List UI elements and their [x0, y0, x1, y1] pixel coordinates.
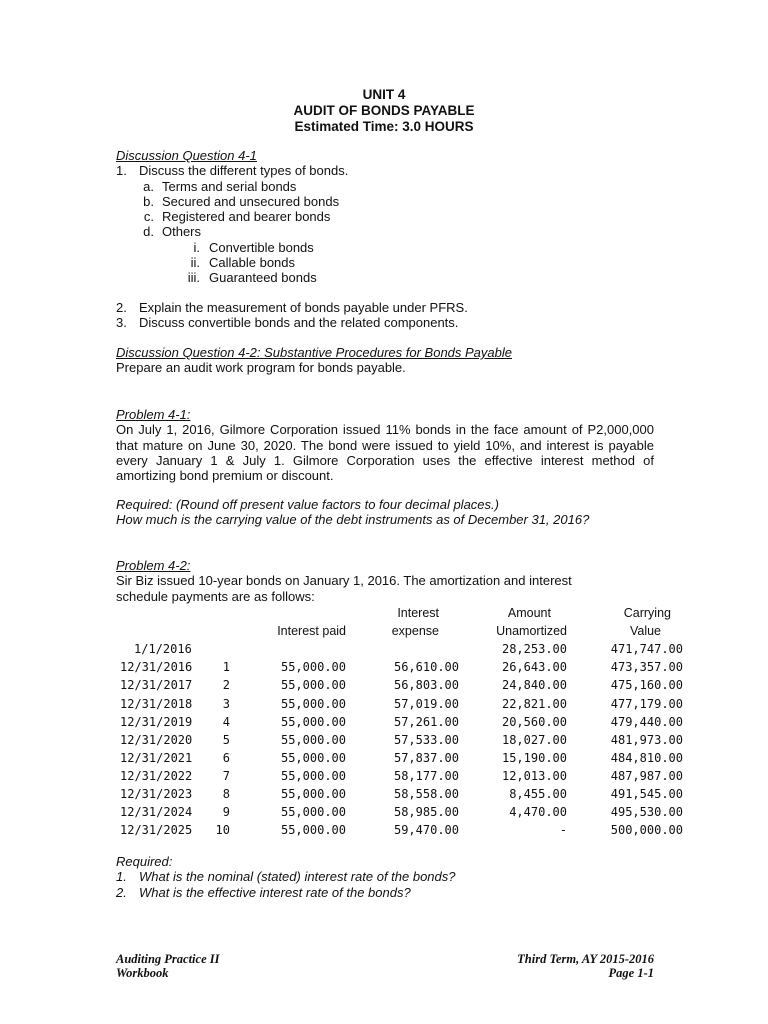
table-cell-expense: 58,558.00 [393, 786, 459, 801]
table-cell-value: 491,545.00 [610, 786, 683, 801]
table-cell-expense: 57,533.00 [393, 732, 459, 747]
table-cell-n: 9 [222, 805, 230, 820]
col-header-expense: expense [391, 624, 439, 639]
table-cell-expense: 58,985.00 [393, 805, 459, 820]
p2-body: Sir Biz issued 10-year bonds on January 1, 2016. The amortization and interest schedule payments are as follows: [116, 573, 572, 604]
sub-list-item: iii. Guaranteed bonds [187, 270, 317, 286]
sub-list-item: i. Convertible bonds [193, 239, 314, 255]
table-cell-unamort: 24,840.00 [501, 678, 567, 693]
table-cell-unamort: - [559, 823, 567, 838]
table-header-row [116, 604, 689, 622]
p1-required [116, 497, 654, 528]
table-cell-n: 4 [222, 714, 230, 729]
footer-workbook: Workbook [116, 966, 169, 980]
table-cell-paid: 55,000.00 [280, 678, 346, 693]
col-header-carrying: Carrying [623, 606, 671, 621]
table-cell-paid: 55,000.00 [280, 732, 346, 747]
footer-page-number: Page 1-1 [608, 966, 654, 980]
sub-list-item: ii. Callable bonds [190, 255, 296, 271]
col-header-paid: Interest paid [277, 624, 346, 639]
table-cell-n: 8 [222, 786, 230, 801]
footer-course: Auditing Practice II [116, 952, 220, 966]
list-item: d. Others [143, 224, 202, 240]
table-cell-unamort: 8,455.00 [509, 786, 567, 801]
dq1-questions-2-3 [116, 300, 654, 331]
dq1-question-1: 1. Discuss the different types of bonds. [116, 163, 349, 179]
table-cell-expense: 56,803.00 [393, 678, 459, 693]
table-cell-paid: 55,000.00 [280, 768, 346, 783]
table-cell-expense [356, 640, 459, 658]
table-row [116, 731, 689, 749]
table-cell-paid: 55,000.00 [280, 805, 346, 820]
table-row [116, 694, 689, 712]
table-cell-date: 12/31/2023 [120, 786, 193, 801]
p1-question: How much is the carrying value of the debt instruments as of December 31, 2016? [116, 512, 590, 528]
dq2-heading: Discussion Question 4-2: Substantive Procedures for Bonds Payable [116, 345, 512, 360]
table-cell-n: 6 [222, 750, 230, 765]
dq1-heading: Discussion Question 4-1 [116, 148, 257, 163]
col-header-amount: Amount [507, 606, 551, 621]
problem-4-2 [116, 558, 654, 604]
table-cell-value: 475,160.00 [610, 678, 683, 693]
table-row [116, 821, 689, 839]
table-cell-paid [244, 640, 356, 658]
table-cell-n: 3 [222, 696, 230, 711]
page-footer [116, 952, 654, 980]
table-row [116, 749, 689, 767]
table-cell-n: 2 [222, 678, 230, 693]
table-cell-value: 477,179.00 [610, 696, 683, 711]
p2-question-1: 1. What is the nominal (stated) interest rate of the bonds? [116, 869, 456, 885]
table-cell-date: 1/1/2016 [134, 642, 192, 657]
amortization-schedule [116, 604, 689, 839]
dq1-question-2: 2. Explain the measurement of bonds payable under PFRS. [116, 300, 468, 315]
table-cell-unamort: 20,560.00 [501, 714, 567, 729]
unit-title: UNIT 4 [362, 87, 406, 102]
table-cell-value: 473,357.00 [610, 660, 683, 675]
table-cell-paid: 55,000.00 [280, 750, 346, 765]
table-cell-date: 12/31/2024 [120, 805, 193, 820]
table-cell-paid: 55,000.00 [280, 660, 346, 675]
table-header-row [116, 622, 689, 640]
document-title: AUDIT OF BONDS PAYABLE [293, 103, 475, 118]
table-cell-n: 1 [222, 660, 230, 675]
table-cell-paid: 55,000.00 [280, 823, 346, 838]
table-cell-date: 12/31/2016 [120, 660, 193, 675]
table-cell-date: 12/31/2019 [120, 714, 193, 729]
discussion-question-2 [116, 345, 654, 376]
table-cell-expense: 59,470.00 [393, 823, 459, 838]
p2-heading: Problem 4-2: [116, 558, 191, 573]
list-item: c. Registered and bearer bonds [143, 209, 331, 225]
table-cell-date: 12/31/2022 [120, 768, 193, 783]
table-cell-value: 484,810.00 [610, 750, 683, 765]
p1-heading: Problem 4-1: [116, 407, 191, 422]
col-header-interest: Interest [397, 606, 439, 621]
table-row [116, 713, 689, 731]
table-row [116, 640, 689, 658]
table-cell-paid: 55,000.00 [280, 786, 346, 801]
table-row [116, 676, 689, 694]
table-cell-paid: 55,000.00 [280, 714, 346, 729]
p1-required-line: Required: (Round off present value factors to four decimal places.) [116, 497, 499, 512]
table-cell-date: 12/31/2017 [120, 678, 193, 693]
table-cell-expense: 57,837.00 [393, 750, 459, 765]
table-row [116, 658, 689, 676]
table-cell-value: 487,987.00 [610, 768, 683, 783]
table-cell-date: 12/31/2021 [120, 750, 193, 765]
table-cell-date: 12/31/2020 [120, 732, 193, 747]
footer-term: Third Term, AY 2015-2016 [517, 952, 654, 966]
dq1-question-3: 3. Discuss convertible bonds and the related components. [116, 315, 459, 331]
col-header-unamortized: Unamortized [496, 624, 567, 639]
problem-4-1 [116, 407, 654, 483]
table-cell-unamort: 28,253.00 [501, 642, 567, 657]
table-cell-unamort: 18,027.00 [501, 732, 567, 747]
table-row [116, 785, 689, 803]
table-cell-expense: 56,610.00 [393, 660, 459, 675]
list-item: b. Secured and unsecured bonds [143, 193, 340, 209]
table-row [116, 803, 689, 821]
p2-required-heading: Required: [116, 854, 173, 869]
table-row [116, 767, 689, 785]
dq2-text: Prepare an audit work program for bonds payable. [116, 360, 406, 376]
table-cell-date: 12/31/2025 [120, 823, 193, 838]
table-cell-date: 12/31/2018 [120, 696, 193, 711]
table-cell-unamort: 15,190.00 [501, 750, 567, 765]
col-header-value: Value [629, 624, 661, 639]
table-cell-n [214, 640, 244, 658]
table-cell-expense: 57,261.00 [393, 714, 459, 729]
table-cell-n: 7 [222, 768, 230, 783]
table-cell-value: 481,973.00 [610, 732, 683, 747]
p2-required [116, 854, 654, 900]
table-cell-value: 500,000.00 [610, 823, 683, 838]
table-cell-unamort: 4,470.00 [509, 805, 567, 820]
list-item: a. Terms and serial bonds [143, 178, 297, 194]
table-cell-expense: 58,177.00 [393, 768, 459, 783]
table-cell-value: 495,530.00 [610, 805, 683, 820]
table-cell-value: 479,440.00 [610, 714, 683, 729]
table-cell-unamort: 12,013.00 [501, 768, 567, 783]
table-cell-unamort: 22,821.00 [501, 696, 567, 711]
p1-body: On July 1, 2016, Gilmore Corporation issued 11% bonds in the face amount of P2,000,000 that mature on June 30, 2020. The bond were issued to yield 10%, and interest is payable every January 1 & July 1. Gilmore Corporation uses the effective interest method of amortizing bond premium or discount. [116, 422, 654, 484]
table-cell-unamort: 26,643.00 [501, 660, 567, 675]
table-cell-paid: 55,000.00 [280, 696, 346, 711]
estimated-time: Estimated Time: 3.0 HOURS [294, 119, 474, 134]
table-cell-n: 10 [215, 823, 230, 838]
p2-question-2: 2. What is the effective interest rate of the bonds? [116, 884, 411, 900]
table-cell-value: 471,747.00 [610, 642, 683, 657]
table-cell-n: 5 [222, 732, 230, 747]
table-cell-expense: 57,019.00 [393, 696, 459, 711]
discussion-question-1 [116, 148, 654, 286]
